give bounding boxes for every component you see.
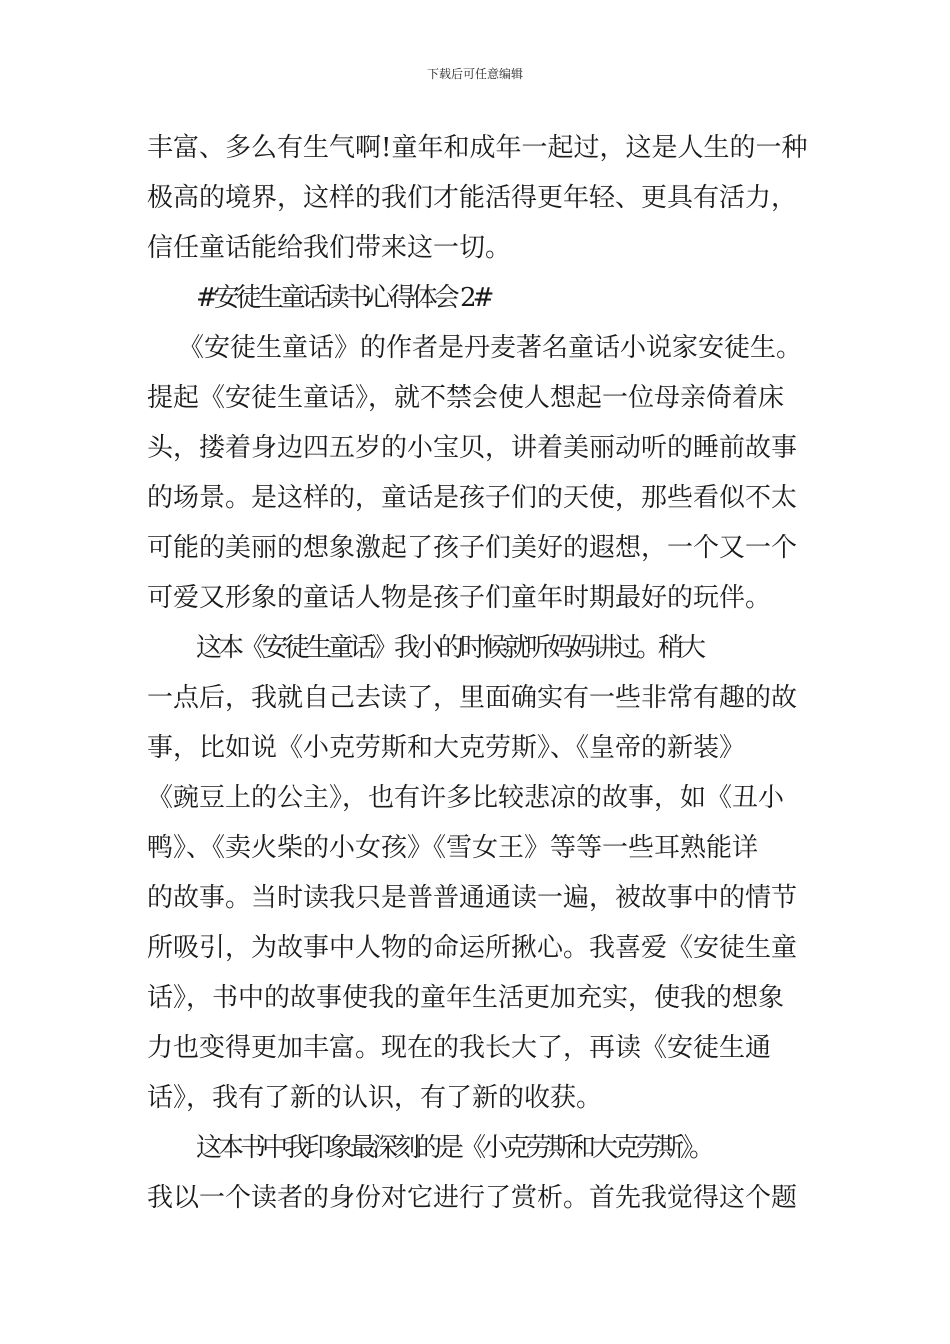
body-line: 头，搂着身边四五岁的小宝贝，讲着美丽动听的睡前故事 — [147, 433, 798, 463]
body-line: 这本《安徒生童话》我小的时候就听妈妈讲过。稍大 — [196, 633, 703, 663]
body-line: 提起《安徒生童话》，就不禁会使人想起一位母亲倚着床 — [147, 383, 785, 413]
body-line: 事，比如说《小克劳斯和大克劳斯》、《皇帝的新装》 — [147, 733, 746, 763]
body-line: 《安徒生童话》的作者是丹麦著名童话小说家安徒生。 — [178, 333, 803, 363]
body-line: 可爱又形象的童话人物是孩子们童年时期最好的玩伴。 — [147, 583, 772, 613]
body-line: 《豌豆上的公主》，也有许多比较悲凉的故事，如《丑小 — [147, 783, 785, 813]
section-heading: #安徒生童话读书心得体会 2# — [196, 283, 491, 313]
body-line: 我以一个读者的身份对它进行了赏析。首先我觉得这个题 — [147, 1183, 798, 1213]
page-header: 下载后可任意编辑 — [426, 67, 523, 81]
body-line: 可能的美丽的想象激起了孩子们美好的遐想，一个又一个 — [147, 533, 798, 563]
body-line: 一点后，我就自己去读了，里面确实有一些非常有趣的故 — [147, 683, 798, 713]
body-line: 所吸引，为故事中人物的命运所揪心。我喜爱《安徒生童 — [147, 933, 798, 963]
body-line: 这本书中我印象最深刻的是《小克劳斯和大克劳斯》。 — [196, 1133, 712, 1163]
body-line: 鸭》、《卖火柴的小女孩》《雪女王》等等一些耳熟能详 — [147, 833, 759, 863]
body-line: 话》，书中的故事使我的童年生活更加充实，使我的想象 — [147, 983, 785, 1013]
body-line: 信任童话能给我们带来这一切。 — [147, 233, 512, 263]
body-line: 极高的境界，这样的我们才能活得更年轻、更具有活力， — [147, 183, 798, 213]
body-line: 话》，我有了新的认识，有了新的收获。 — [147, 1083, 603, 1113]
body-line: 力也变得更加丰富。现在的我长大了，再读《安徒生通 — [147, 1033, 772, 1063]
body-line: 丰富、多么有生气啊!童年和成年一起过，这是人生的一种 — [147, 133, 808, 163]
body-line: 的场景。是这样的，童话是孩子们的天使，那些看似不太 — [147, 483, 798, 513]
body-line: 的故事。当时读我只是普普通通读一遍，被故事中的情节 — [147, 883, 798, 913]
